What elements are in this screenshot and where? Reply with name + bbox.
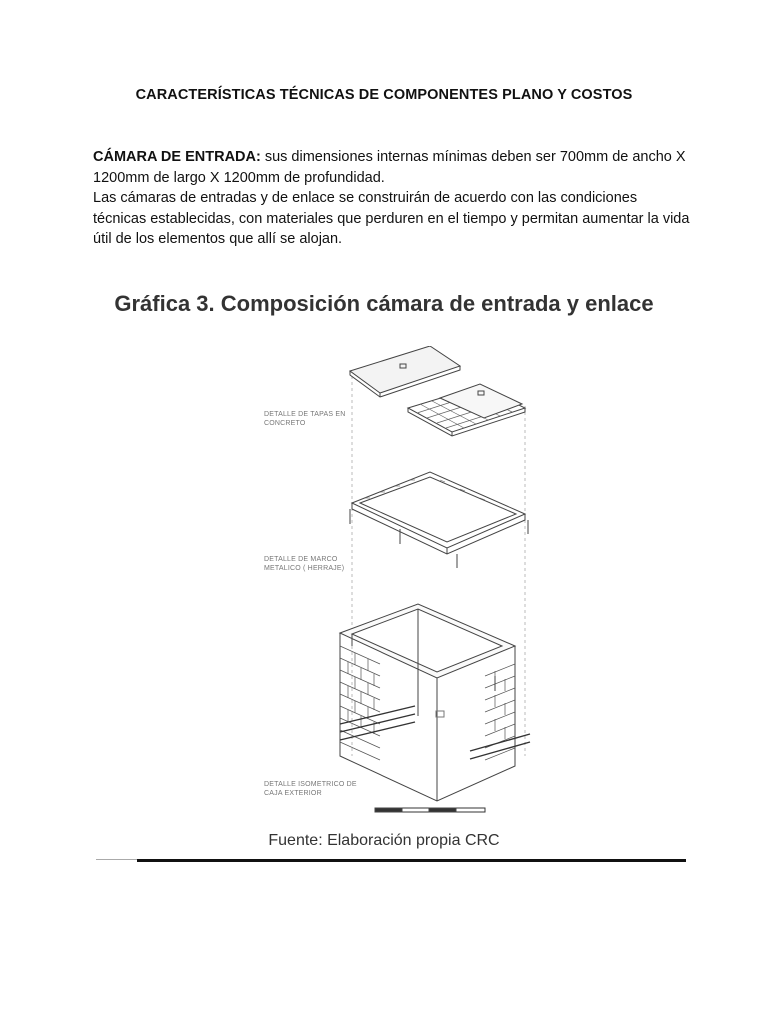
figure-title: Gráfica 3. Composición cámara de entrada y enlace bbox=[114, 291, 654, 316]
metal-frame bbox=[350, 472, 528, 568]
exploded-diagram bbox=[240, 346, 570, 816]
concrete-lid-mesh bbox=[408, 384, 525, 436]
label-marco: DETALLE DE MARCO METALICO ( HERRAJE) bbox=[264, 556, 345, 572]
divider-line bbox=[137, 859, 686, 862]
figure-source: Fuente: Elaboración propia CRC bbox=[268, 832, 500, 849]
divider-faint bbox=[96, 859, 137, 860]
body-text bbox=[93, 147, 693, 250]
page-title: CARACTERÍSTICAS TÉCNICAS DE COMPONENTES PLANO Y COSTOS bbox=[135, 87, 633, 103]
concrete-lid-top bbox=[350, 346, 460, 397]
label-caja: DETALLE ISOMETRICO DE CAJA EXTERIOR bbox=[264, 781, 357, 797]
label-tapas: DETALLE DE TAPAS EN CONCRETO bbox=[264, 411, 346, 427]
scale-bar bbox=[375, 808, 485, 812]
paragraph-construction: Las cámaras de entradas y de enlace se construirán de acuerdo con las condiciones técnicas establecidas, con materiales que perduren en el tiempo y permitan aumentar la vida útil de los elementos que allí se alojan. bbox=[93, 190, 690, 247]
isometric-box bbox=[340, 604, 530, 801]
section-label: CÁMARA DE ENTRADA: bbox=[93, 149, 261, 165]
paragraph-dimensions: sus dimensiones internas mínimas deben ser 700mm de ancho X 1200mm de largo X 1200mm de profundidad. bbox=[93, 149, 686, 186]
